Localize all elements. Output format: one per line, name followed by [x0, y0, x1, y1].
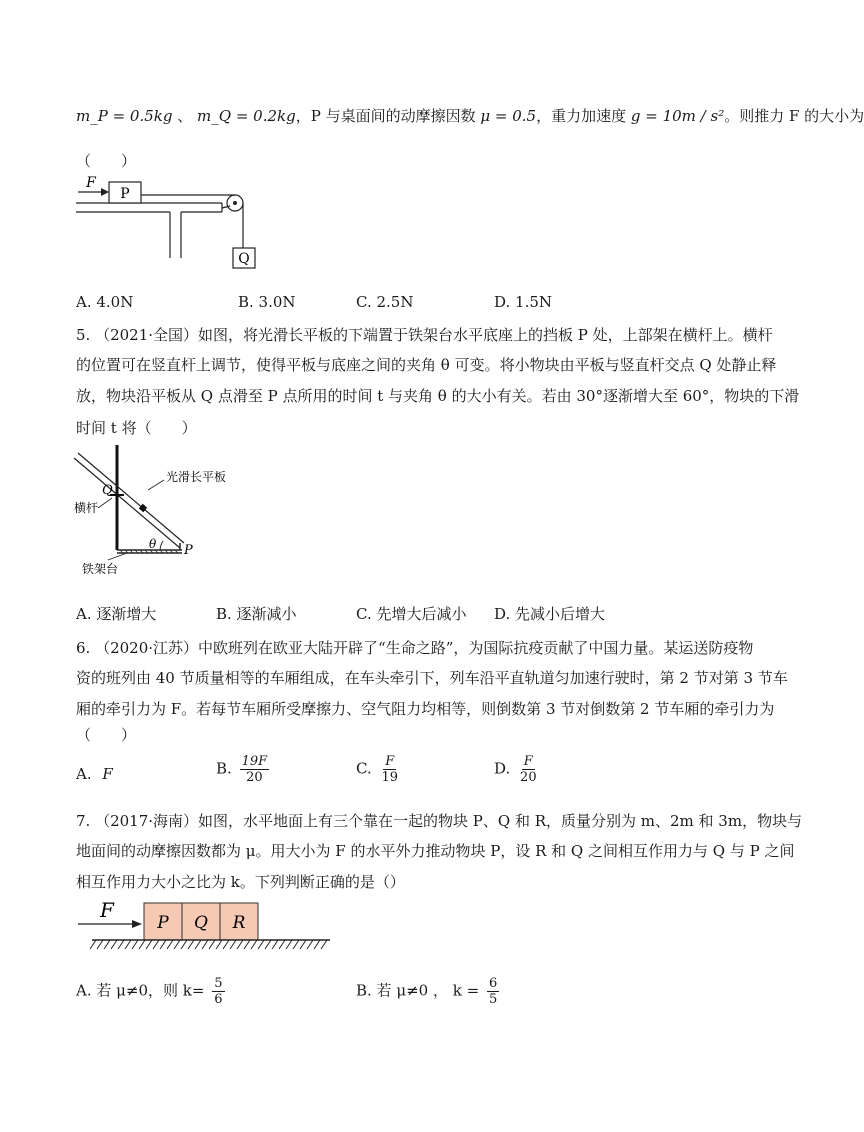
q6-option-d-num: F [523, 754, 533, 769]
q5-board-bottom-edge [78, 453, 184, 543]
q5-line-4: 时间 t 将（ ） [76, 419, 197, 437]
q5-incline-figure [72, 440, 232, 580]
q7-hatch-line [139, 940, 145, 949]
q7-hatch-line [216, 940, 222, 949]
q7-line-3: 相互作用力大小之比为 k。下列判断正确的是（） [76, 873, 405, 891]
q7-block-p-label: P [157, 913, 169, 933]
q6-option-c-den: 19 [381, 770, 399, 785]
q7-hatch-line [174, 940, 180, 949]
q4-block-q-label: Q [238, 251, 250, 267]
q7-hatch-line [188, 940, 194, 949]
q6-option-d[interactable] [494, 754, 542, 785]
q4-text-2: ，重力加速度 [536, 107, 627, 125]
q4-option-b[interactable]: B. 3.0N [238, 293, 296, 311]
q5-stand-label: 铁架台 [82, 562, 119, 576]
q7-hatch-line [160, 940, 166, 949]
q5-bar-label: 横杆 [74, 501, 99, 515]
q4-mu: μ = 0.5 [480, 107, 537, 125]
q7-hatch-line [111, 940, 117, 949]
q6-line-1: 6. （2020·江苏）中欧班列在欧亚大陆开辟了“生命之路”，为国际抗疫贡献了中国力量。某运送防疫物 [76, 639, 754, 657]
q7-option-b-fraction [487, 976, 499, 1007]
q5-stand-leader [108, 553, 127, 560]
q5-option-a[interactable]: A. 逐渐增大 [76, 605, 157, 623]
q6-option-c-label: C. [356, 759, 372, 778]
q6-option-d-label: D. [494, 759, 511, 778]
q7-hatch-line [258, 940, 264, 949]
q7-force-label: F [100, 898, 114, 922]
q4-text-1: ，P 与桌面间的动摩擦因数 [295, 107, 476, 125]
q7-hatch-line [97, 940, 103, 949]
q6-option-b[interactable] [216, 754, 272, 785]
q7-option-b-num: 6 [488, 976, 498, 991]
q7-hatch-line [237, 940, 243, 949]
q6-option-c-fraction [380, 754, 401, 785]
q7-hatch-line [230, 940, 236, 949]
q6-option-b-num: 19F [241, 754, 268, 769]
q5-bar-leader [98, 498, 112, 508]
q7-hatch-line [244, 940, 250, 949]
q7-hatch-line [286, 940, 292, 949]
q4-pulley-figure [70, 172, 270, 272]
q7-option-a[interactable] [76, 976, 228, 1007]
q5-option-d[interactable]: D. 先减小后增大 [494, 605, 606, 623]
q7-hatch-line [125, 940, 131, 949]
q7-force-arrowhead-icon [132, 920, 142, 928]
q7-hatch-line [167, 940, 173, 949]
q4-pulley-axle [233, 201, 237, 205]
q7-hatch-line [300, 940, 306, 949]
q7-ground-hatch [90, 940, 327, 949]
q7-hatch-line [251, 940, 257, 949]
q5-theta-label: θ [149, 537, 157, 551]
q7-hatch-line [321, 940, 327, 949]
q7-hatch-line [132, 940, 138, 949]
q7-hatch-line [181, 940, 187, 949]
q6-line-2: 资的班列由 40 节质量相等的车厢组成，在车头牵引下，列车沿平直轨道匀加速行驶时，第 2 节对第 3 节车 [76, 669, 788, 687]
q6-line-4: （ ） [76, 726, 137, 744]
q7-hatch-line [153, 940, 159, 949]
q5-line-2: 的位置可在竖直杆上调节，使得平板与底座之间的夹角 θ 可变。将小物块由平板与竖直杆交点 Q 处静止释 [76, 356, 777, 374]
q4-answer-paren: （ ） [76, 152, 137, 170]
q5-line-3: 放，物块沿平板从 Q 点滑至 P 点所用的时间 t 与夹角 θ 的大小有关。若由 30°逐渐增大至 60°，物块的下滑 [76, 387, 800, 405]
q6-option-a-value: F [102, 765, 113, 783]
q4-sep: 、 [177, 107, 193, 125]
q7-hatch-line [307, 940, 313, 949]
q5-line-1: 5. （2021·全国）如图，将光滑长平板的下端置于铁架台水平底座上的挡板 P 处，上部架在横杆上。横杆 [76, 326, 773, 344]
q4-force-label: F [86, 175, 96, 191]
q5-p-label: P [184, 543, 193, 558]
q4-option-c[interactable]: C. 2.5N [356, 293, 414, 311]
q5-board-leader [148, 480, 164, 490]
q6-option-c[interactable] [356, 754, 403, 785]
q4-text-3: 。则推力 F 的大小为 [724, 107, 864, 125]
q7-hatch-line [265, 940, 271, 949]
q6-option-d-den: 20 [520, 770, 537, 785]
q4-force-arrowhead-icon [101, 188, 109, 196]
q7-blocks-figure [72, 895, 342, 957]
q4-mp: m_P = 0.5kg [76, 107, 173, 125]
q7-option-a-text: A. 若 μ≠0，则 k= [76, 981, 205, 1000]
q6-option-c-num: F [385, 754, 395, 769]
q4-mq: m_Q = 0.2kg [197, 107, 296, 125]
q5-board-label: 光滑长平板 [166, 470, 227, 484]
q6-option-a-label: A. [76, 765, 92, 783]
q7-hatch-line [104, 940, 110, 949]
q5-angle-arc [160, 541, 163, 550]
q7-option-a-num: 5 [214, 976, 223, 991]
q7-hatch-line [272, 940, 278, 949]
q6-option-b-fraction [240, 754, 270, 785]
q7-hatch-line [293, 940, 299, 949]
q7-option-b-text: B. 若 μ≠0 ， k = [356, 981, 480, 1000]
q4-block-p-label: P [120, 186, 130, 202]
q6-option-a[interactable] [76, 764, 113, 784]
q7-block-r-label: R [232, 913, 246, 933]
q6-option-d-fraction [518, 754, 539, 785]
q7-hatch-line [146, 940, 152, 949]
q7-hatch-line [118, 940, 124, 949]
q7-hatch-line [223, 940, 229, 949]
q6-line-3: 厢的牵引力为 F。若每节车厢所受摩擦力、空气阻力均相等，则倒数第 3 节对倒数第 2 节车厢的牵引力为 [76, 700, 775, 718]
q7-option-b[interactable] [356, 976, 502, 1007]
q7-block-q-label: Q [194, 913, 208, 933]
q4-g: g = 10m / s² [630, 107, 725, 125]
q7-option-a-den: 6 [214, 992, 223, 1007]
q5-q-label: Q [102, 483, 113, 498]
q4-line-1 [76, 106, 864, 126]
q7-hatch-line [202, 940, 208, 949]
q7-hatch-line [279, 940, 285, 949]
q7-line-2: 地面间的动摩擦因数都为 μ。用大小为 F 的水平外力推动物块 P，设 R 和 Q 之间相互作用力与 Q 与 P 之间 [76, 842, 795, 860]
q7-hatch-line [314, 940, 320, 949]
q7-hatch-line [90, 940, 96, 949]
q5-option-b[interactable]: B. 逐渐减小 [216, 605, 297, 623]
q6-option-b-label: B. [216, 759, 232, 778]
q7-option-a-fraction [212, 976, 224, 1007]
q4-option-d[interactable]: D. 1.5N [494, 293, 553, 311]
q7-hatch-line [209, 940, 215, 949]
q7-option-b-den: 5 [488, 992, 498, 1007]
q4-option-a[interactable]: A. 4.0N [76, 293, 134, 311]
q6-option-b-den: 20 [246, 770, 263, 785]
q7-hatch-line [195, 940, 201, 949]
q7-line-1: 7. （2017·海南）如图，水平地面上有三个靠在一起的物块 P、Q 和 R，质量分别为 m、2m 和 3m，物块与 [76, 812, 803, 830]
q5-option-c[interactable]: C. 先增大后减小 [356, 605, 467, 623]
